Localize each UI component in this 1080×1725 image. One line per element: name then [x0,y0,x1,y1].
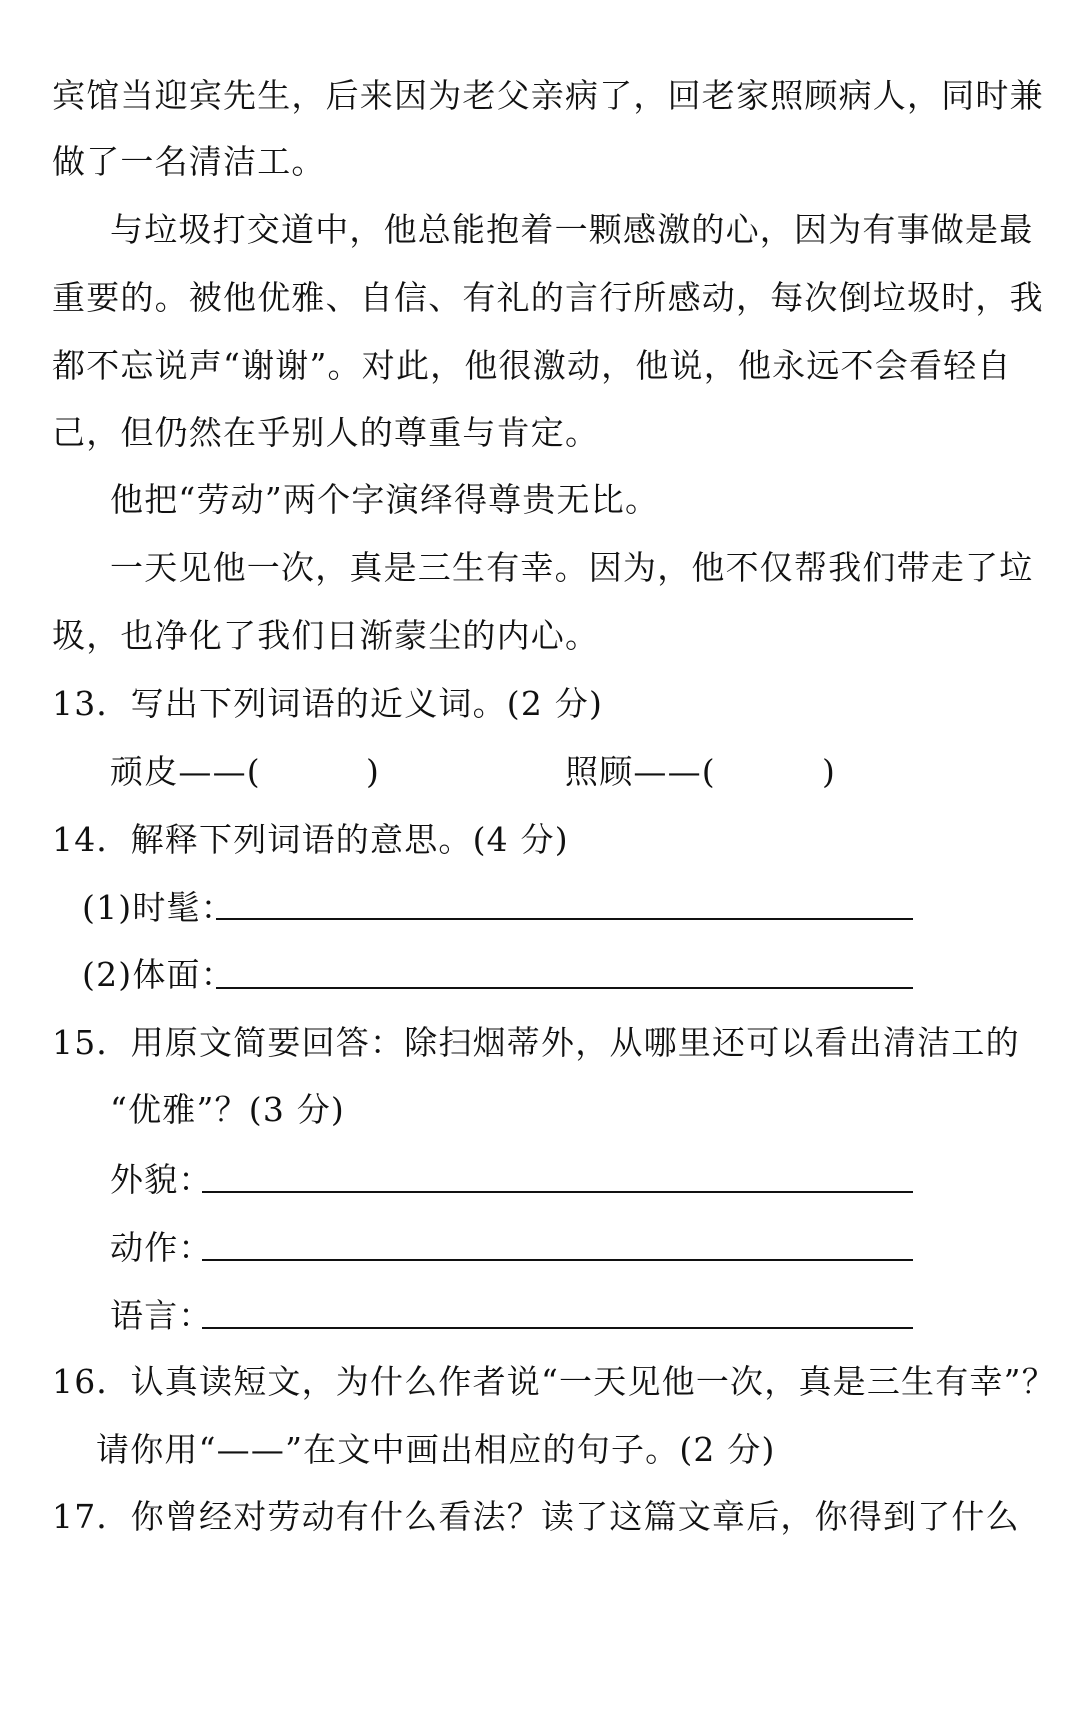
question-16-line-2: 请你用“——”在文中画出相应的句子。(2 分) [96,1430,776,1469]
q13-item-2-close: ) [822,752,837,791]
passage-line-1: 宾馆当迎宾先生，后来因为老父亲病了，回老家照顾病人，同时兼 [52,76,1044,115]
passage-line-5: 都不忘说声“谢谢”。对此，他很激动，他说，他永远不会看轻自 [52,346,1012,385]
q15-action-label: 动作： [110,1228,213,1267]
q15-appearance-answer-line[interactable] [202,1191,913,1193]
passage-line-6: 己，但仍然在乎别人的尊重与肯定。 [52,413,600,452]
q15-action-answer-line[interactable] [202,1259,913,1261]
question-15-line-1: 15．用原文简要回答：除扫烟蒂外，从哪里还可以看出清洁工的 [52,1023,1020,1062]
passage-line-7: 他把“劳动”两个字演绎得尊贵无比。 [110,480,660,519]
question-13: 13．写出下列词语的近义词。(2 分) [52,684,604,723]
question-15-line-2: “优雅”？(3 分) [110,1090,345,1129]
q13-item-1-label: 顽皮——( [110,752,261,791]
passage-line-8: 一天见他一次，真是三生有幸。因为，他不仅帮我们带走了垃 [110,548,1034,587]
q13-item-1-close: ) [366,752,381,791]
q14-item-1-answer-line[interactable] [216,918,913,920]
passage-line-9: 圾，也净化了我们日渐蒙尘的内心。 [52,616,600,655]
q15-appearance-label: 外貌： [110,1160,213,1199]
passage-line-4: 重要的。被他优雅、自信、有礼的言行所感动，每次倒垃圾时，我 [52,278,1044,317]
q14-item-1-label: (1)时髦： [82,888,235,927]
q13-item-2-label: 照顾——( [565,752,716,791]
passage-line-3: 与垃圾打交道中，他总能抱着一颗感激的心，因为有事做是最 [110,210,1034,249]
question-16-line-1: 16．认真读短文，为什么作者说“一天见他一次，真是三生有幸”？ [52,1362,1056,1401]
question-14: 14．解释下列词语的意思。(4 分) [52,820,569,859]
passage-line-2: 做了一名清洁工。 [52,142,326,181]
q14-item-2-answer-line[interactable] [216,987,913,989]
q15-speech-answer-line[interactable] [202,1327,913,1329]
q14-item-2-label: (2)体面： [82,955,235,994]
question-17-line-1: 17．你曾经对劳动有什么看法？读了这篇文章后，你得到了什么 [52,1497,1020,1536]
q15-speech-label: 语言： [110,1296,213,1335]
